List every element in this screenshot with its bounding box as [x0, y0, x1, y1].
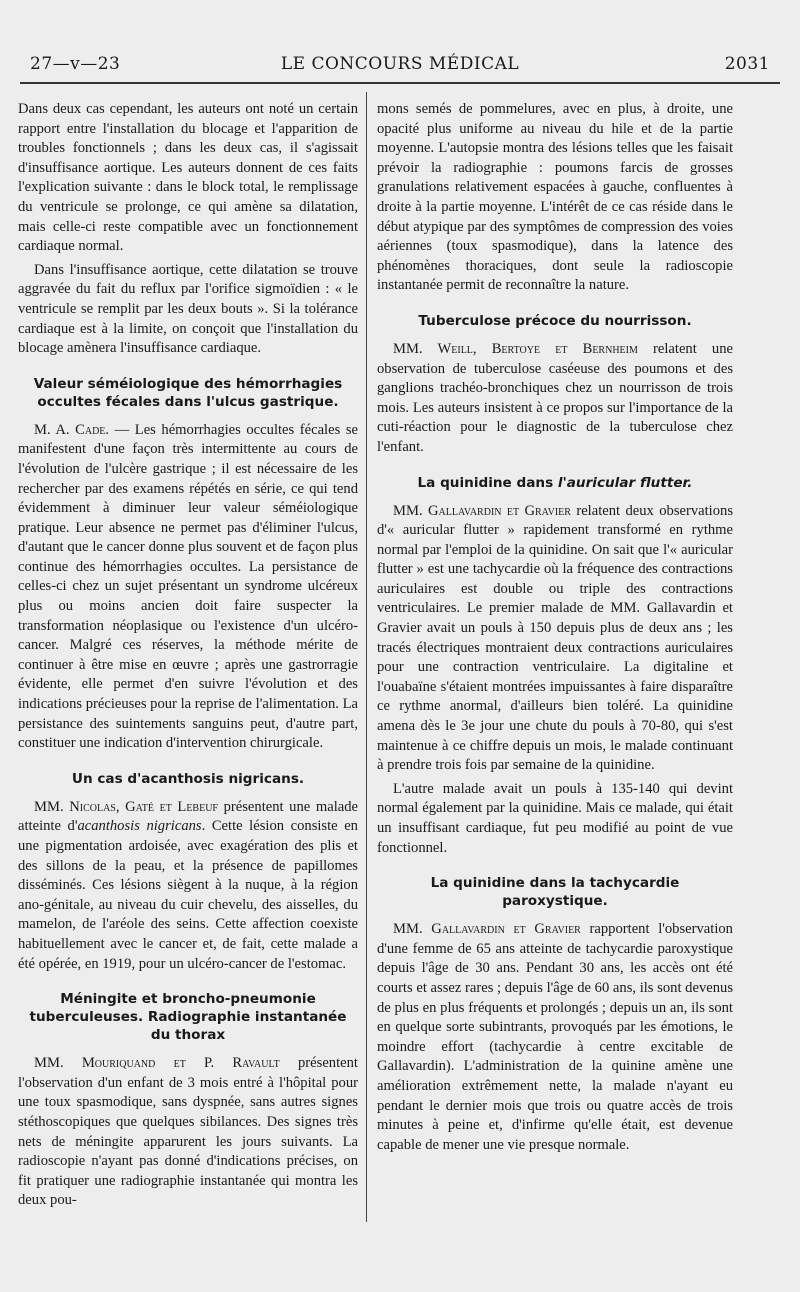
section-heading-acanthosis: Un cas d'acanthosis nigricans.	[71, 770, 305, 787]
paragraph: Dans l'insuffisance aortique, cette dilatation se trouve aggravée du fait du reflux par l'orifice sigmoïdien : « le ventricule se remplit par les deux bouts ». Si la tolérance cardiaque est à la limite, on conçoit que l'installation du blocage amènera l'insuffisance cardiaque.	[18, 261, 358, 357]
paragraph: MM. Nicolas, Gaté et Lebeuf présentent une malade atteinte d'acanthosis nigricans. Cette lésion consiste en une pigmentation ardoisée, avec exagération des plis et des sillons de la peau, et la présence de papillomes disséminés. Ces lésions siègent à la nuque, à la région ano-génitale, au niveau du cuir chevelu, des aisselles, du mamelon, de l'aréole des seins. Cette affection coexiste habituellement avec le cancer et, de fait, cette malade a été opérée, en 1919, pour un ulcéro-cancer de l'estomac.	[18, 798, 358, 972]
paragraph: MM. Weill, Bertoye et Bernheim relatent une observation de tuberculose caséeuse des poumons et des ganglions trachéo-bronchiques chez un nourrisson de trois mois. Les auteurs insistent à ce propos sur l'importance de la cuti-réaction pour le diagnostic de la tuberculose chez l'enfant.	[377, 340, 733, 455]
right-column	[377, 100, 733, 1159]
header-rule	[20, 82, 780, 84]
author-names: M. A. Cade.	[34, 421, 110, 438]
page-number: 2031	[724, 54, 770, 74]
running-header	[30, 50, 770, 80]
section-heading-tachycardie: La quinidine dans la tachycardie paroxystique.	[430, 875, 680, 910]
paragraph: MM. Gallavardin et Gravier relatent deux observations d'« auricular flutter » rapidement transformé en rythme normal par l'emploi de la quinidine. On sait que l'« auricular flutter » est une tachycardie où la fréquence des contractions auriculaires est double ou triple des contractions ventriculaires. Le premier malade de MM. Gallavardin et Gravier avait un pouls à 150 depuis plus de deux ans ; les tracés électriques montraient deux contractions auriculaires pour une contraction ventriculaire. La digitaline et l'ouabaïne s'étaient montrées impuissantes à faire disparaître ce rythme anormal, d'ailleurs bien toléré. La quinidine amena dès le 3e jour une chute du pouls à 70-80, qui s'est maintenue à ce chiffre depuis un mois, le malade continuant à prendre trois fois par semaine de la quinidine.	[377, 502, 733, 774]
author-names: MM. Weill, Bertoye et Bernheim	[393, 340, 638, 357]
paragraph: MM. Gallavardin et Gravier rapportent l'observation d'une femme de 65 ans atteinte de tachycardie paroxystique depuis l'âge de 30 ans. Pendant 30 ans, les accès ont été courts et assez rares ; depuis l'âge de 60 ans, ils sont devenus de plus en plus fréquents et prolongés ; depuis un an, ils sont en quelque sorte subintrants, provoqués par les émotions, le moindre effort (tachycardie à centre excitable de Gallavardin). L'administration de la quinine amène une amélioration extrêmement nette, la malade n'ayant eu pendant le dernier mois que trois ou quatre accès de trois minutes à peine et, d'infirme qu'elle était, est devenue capable de mener une vie presque normale.	[377, 921, 733, 1153]
author-names: MM. Gallavardin et Gravier	[393, 502, 571, 519]
author-names: MM. Mouriquand et P. Ravault	[34, 1055, 280, 1072]
section-heading-valeur: Valeur séméiologique des hémorrhagies occultes fécales dans l'ulcus gastrique.	[33, 375, 343, 410]
journal-title: LE CONCOURS MÉDICAL	[280, 54, 520, 74]
author-names: MM. Gallavardin et Gravier	[393, 921, 581, 938]
header-date: 27—v—23	[30, 54, 121, 74]
paragraph: MM. Mouriquand et P. Ravault présentent l'observation d'un enfant de 3 mois entré à l'hôpital pour une toux spasmodique, sans dyspnée, sans autres signes stéthoscopiques que quelques sibilances. Des signes très nets de méningite apparurent les jours suivants. La radioscopie n'ayant pas donné d'indications précises, on fit pratiquer une radiographie instantanée qui montra les deux pou-	[18, 1055, 358, 1209]
left-column	[18, 100, 358, 1215]
paragraph: Dans deux cas cependant, les auteurs ont noté un certain rapport entre l'installation du blocage et l'apparition de troubles fonctionnels ; dans les deux cas, il s'agissait d'insuffisance aortique. Les auteurs donnent de ces faits l'explication suivante : dans le block total, le remplissage du ventricule se prolonge, ce qui amène sa dilatation, mais celle-ci reste compatible avec un fonctionnement cardiaque normal.	[18, 101, 358, 255]
column-divider	[366, 92, 367, 1222]
section-heading-quinidine-flutter: La quinidine dans l'auricular flutter.	[417, 474, 693, 491]
paragraph: L'autre malade avait un pouls à 135-140 qui devint normal également par la quinidine. Mais ce malade, qui était un insuffisant cardiaque, fut peu modifié au point de vue fonctionnel.	[377, 780, 733, 856]
author-names: MM. Nicolas, Gaté et Lebeuf	[34, 798, 218, 815]
section-heading-tuberculose: Tuberculose précoce du nourrisson.	[418, 312, 692, 329]
section-heading-meningite: Méningite et broncho-pneumonie tuberculeuses. Radiographie instantanée du thorax	[29, 991, 347, 1044]
paragraph: M. A. Cade. — Les hémorrhagies occultes fécales se manifestent d'une façon très intermittente au cours de l'évolution de l'ulcère gastrique ; il est nécessaire de les rechercher par des examens répétés en série, ce qui tend évidemment à diminuer leur valeur séméiologique pratique. Leur absence ne permet pas d'éliminer l'ulcus, d'autant que le cancer donne plus souvent et de façon plus continue des hémorrhagies occultes. La persistance de celles-ci chez un sujet présentant un syndrome ulcéreux plus ou moins ancien doit faire suspecter la transformation néoplasique ou l'existence d'un ulcéro-cancer. Malgré ces réserves, la méthode mérite de continuer à être mise en œuvre ; après une gastrorragie évidente, elle permet d'en suivre l'évolution et des indications précieuses pour la reprise de l'alimentation. La persistance des suintements sanguins peut, d'autre part, constituer une indication d'intervention chirurgicale.	[18, 421, 358, 752]
paragraph: mons semés de pommelures, avec en plus, à droite, une opacité plus uniforme au niveau du hile et de la partie moyenne. L'autopsie montra des lésions telles que les faisait prévoir la radiographie : poumons farcis de grosses granulations relativement espacées à gauche, confluentes à droite à la partie moyenne. L'intérêt de ce cas réside dans le début atypique par des symptômes de compression des voies aériennes (toux spasmodique), dans la latence des phénomènes thoraciques, dont seule la radioscopie instantanée permit de reconnaître la nature.	[377, 101, 733, 294]
